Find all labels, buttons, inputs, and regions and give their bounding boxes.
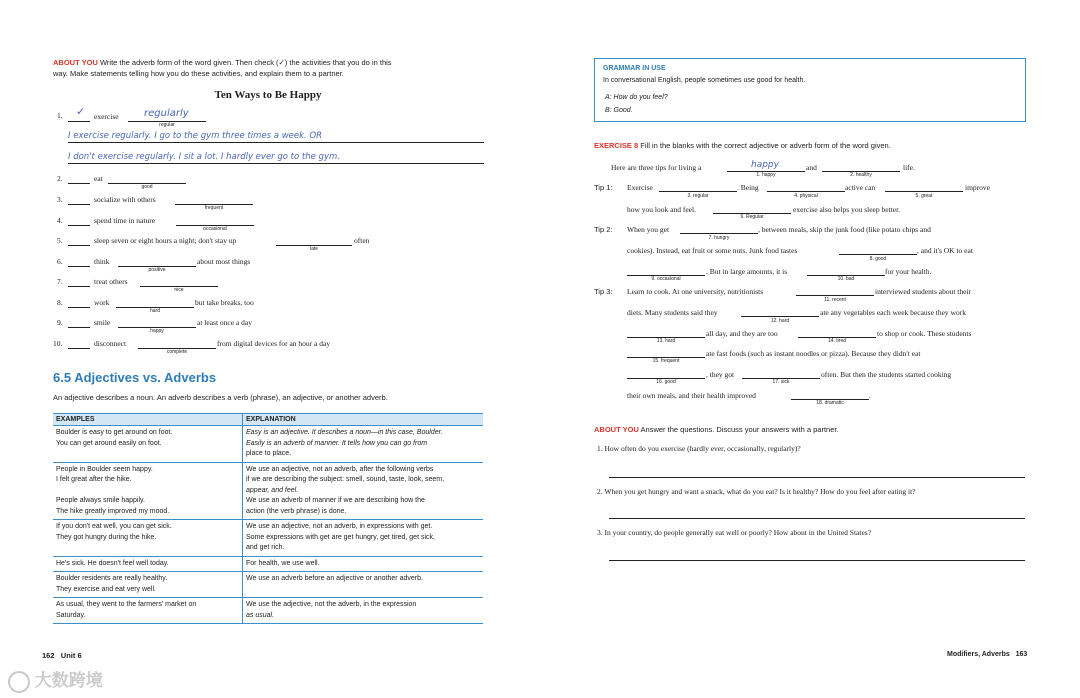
item-text: eat [94, 174, 103, 183]
tip-text: how you look and feel. [627, 205, 696, 214]
intro-text: and [806, 163, 817, 172]
word-given: 9. occasional [651, 276, 681, 282]
item-text: treat others [94, 277, 128, 286]
table-row: He's sick. He doesn't feel well today. For health, we use well. [53, 556, 483, 572]
tip-text: exercise also helps you sleep better. [793, 205, 901, 214]
word-given: hard [149, 308, 160, 314]
tip-text: . Being [737, 183, 759, 192]
tip-label: Tip 2: [594, 225, 613, 234]
word-given: positive [148, 267, 166, 273]
about-you-2-instructions [594, 425, 839, 434]
unit-label: Unit 6 [60, 651, 82, 660]
item-text-after: about most things [197, 257, 251, 266]
about-you-label: ABOUT YOU [594, 425, 639, 434]
question-1: 1. How often do you exercise (hardly ever, occasionally, regularly)? [597, 444, 801, 453]
answer-text[interactable]: happy [751, 160, 779, 170]
word-given: 8. good [869, 256, 887, 262]
tip-text: diets. Many students said they [627, 308, 718, 317]
item-text-after: from digital devices for an hour a day [217, 339, 331, 348]
page-number: 163 [1015, 651, 1028, 658]
item-number: 2. [57, 174, 63, 183]
answer-line[interactable] [609, 560, 1025, 561]
word-given: 11. recent [824, 297, 846, 303]
tip-text: . But in large amounts, it is [706, 267, 788, 276]
tip-text: cookies). Instead, eat fruit or some nuts. Junk food tastes [627, 246, 798, 255]
word-given: nice [174, 287, 184, 293]
tip-text: all day, and they are too [706, 329, 778, 338]
tip-label: Tip 3: [594, 287, 613, 296]
answer-line[interactable] [609, 518, 1025, 519]
answer-line[interactable] [609, 477, 1025, 478]
tip-text: Exercise [627, 183, 653, 192]
item-text: think [94, 257, 110, 266]
tip-text: their own meals, and their health improved [627, 391, 756, 400]
word-given: 3. regular [687, 193, 709, 199]
exercise-text: Fill in the blanks with the correct adjective or adverb form of the word given. [640, 141, 891, 150]
tip-text: for your health. [885, 267, 932, 276]
right-page-footer [947, 651, 1027, 658]
tip-text: ate any vegetables each week because they work [820, 308, 966, 317]
tip-text: , between meals, skip the junk food (like potato chips and [758, 225, 931, 234]
watermark-logo-icon [8, 671, 30, 693]
list-item [57, 111, 63, 120]
word-given: 5. great [915, 193, 933, 199]
handwritten-line-1[interactable]: I exercise regularly. I go to the gym three times a week. OR [68, 131, 323, 141]
left-page-footer [42, 651, 82, 660]
word-given: late [309, 246, 319, 252]
tip-text: ate fast foods (such as instant noodles or pizza). Because they didn't eat [706, 349, 921, 358]
table-header-examples: EXAMPLES [53, 414, 243, 426]
tip-text: improve [965, 183, 990, 192]
grammar-text: In conversational English, people sometimes use good for health. [603, 77, 806, 84]
word-given: 1. happy [756, 172, 776, 178]
table-row: Boulder is easy to get around on foot. You can get around easily on foot. Easy is an adjective. It describes a noun—in this case, Boulder. Easily is an adverb of manner. It tells how you can go from place to place. [53, 426, 483, 463]
grammar-title: GRAMMAR IN USE [603, 65, 666, 72]
page-number: 162 [42, 651, 55, 660]
word-given: 10. bad [837, 276, 855, 282]
word-given: 16. good [656, 379, 676, 385]
item-text-after: often [354, 236, 370, 245]
exercise-instructions [594, 141, 891, 150]
item-text: disconnect [94, 339, 127, 348]
word-given: 6. Regular [740, 214, 764, 220]
intro-text: Here are three tips for living a [611, 163, 702, 172]
tip-text: , and it's OK to eat [917, 246, 973, 255]
table-row: People in Boulder seem happy. I felt great after the hike. People always smile happily. The hike greatly improved my mood. We use an adjective, not an adverb, after the following verbs if we are describing the subject: smell, sound, taste, look, seem, appear, and feel. We use an adverb of manner if we are describing how the action (the verb phrase) is done. [53, 462, 483, 520]
word-given: happy [150, 328, 164, 334]
question-3: 3. In your country, do people generally eat well or poorly? How about in the United States? [597, 528, 872, 537]
exercise-label: EXERCISE 8 [594, 141, 639, 150]
item-text: smile [94, 318, 111, 327]
item-text: spend time in nature [94, 216, 156, 225]
tip-text: . [869, 391, 871, 400]
table-header-explanation: EXPLANATION [243, 414, 484, 426]
tip-text: to shop or cook. These students [877, 329, 972, 338]
item-number: 5. [57, 236, 63, 245]
item-number: 4. [57, 216, 63, 225]
grammar-table [53, 413, 483, 624]
word-given: frequent [204, 205, 224, 211]
item-text: work [94, 298, 110, 307]
tip-label: Tip 1: [594, 183, 613, 192]
grammar-example-a: A: How do you feel? [605, 94, 668, 101]
tip-text: interviewed students about their [875, 287, 972, 296]
about-you-instructions [53, 57, 493, 79]
about-you-text: Answer the questions. Discuss your answers with a partner. [640, 425, 839, 434]
word-given: 18. dramatic [816, 400, 844, 406]
section-title: 6.5 Adjectives vs. Adverbs [53, 370, 217, 385]
item-number: 7. [57, 277, 63, 286]
tip-text: When you get [627, 225, 670, 234]
list-heading: Ten Ways to Be Happy [214, 89, 322, 101]
tip-text: often. But then the students started cooking [821, 370, 952, 379]
item-text: socialize with others [94, 195, 156, 204]
word-given: good [141, 184, 153, 190]
table-row: As usual, they went to the farmers' market on Saturday. We use the adjective, not the adverb, in the expression as usual. [53, 598, 483, 624]
about-you-text-1: Write the adverb form of the word given. Then check (✓) the activities that you do in this [99, 58, 392, 67]
word-given: regular [159, 122, 175, 128]
word-given: 2. healthy [850, 172, 872, 178]
word-given: 13. hard [656, 338, 676, 344]
item-number: 6. [57, 257, 63, 266]
tip-text: Learn to cook. At one university, nutritionists [627, 287, 764, 296]
chapter-label: Modifiers, Adverbs [947, 651, 1010, 658]
item-text-after: at least once a day [197, 318, 252, 327]
item-text: sleep seven or eight hours a night; don't stay up [94, 236, 237, 245]
word-given: complete [166, 349, 188, 355]
item-number: 8. [57, 298, 63, 307]
word-given: occasional [203, 226, 227, 232]
word-given: 12. hard [770, 318, 790, 324]
intro-text: life. [903, 163, 915, 172]
item-number: 1. [57, 111, 63, 120]
about-you-label: ABOUT YOU [53, 58, 98, 67]
tip-text: , they got [706, 370, 735, 379]
word-given: 15. frequent [652, 358, 680, 364]
section-intro: An adjective describes a noun. An adverb describes a verb (phrase), an adjective, or another adverb. [53, 393, 388, 402]
question-2: 2. When you get hungry and want a snack, what do you eat? Is it healthy? How do you feel after eating it? [597, 487, 916, 496]
handwritten-line-2[interactable]: I don't exercise regularly. I sit a lot. I hardly ever go to the gym. [68, 152, 340, 162]
table-row: If you don't eat well, you can get sick. They got hungry during the hike. We use an adjective, not an adverb, in expressions with get. Some expressions with get are get hungry, get tired, get sick, and get rich. [53, 520, 483, 557]
about-you-text-2: way. Make statements telling how you do these activities, and explain them to a partner. [53, 69, 344, 78]
word-given: 17. sick [772, 379, 790, 385]
item-number: 9. [57, 318, 63, 327]
item-text: exercise [94, 112, 119, 121]
word-given: 4. physical [794, 193, 818, 199]
word-given: 7. hungry [708, 235, 730, 241]
check-mark[interactable]: ✓ [76, 105, 86, 118]
grammar-example-b: B: Good. [605, 107, 633, 114]
item-number: 3. [57, 195, 63, 204]
item-number: 10. [53, 339, 63, 348]
grammar-in-use-box [594, 58, 1026, 122]
item-text-after: but take breaks, too [195, 298, 254, 307]
word-given: 14. tired [827, 338, 847, 344]
answer-text[interactable]: regularly [144, 108, 189, 119]
tip-text: active can [845, 183, 876, 192]
watermark: 大数跨境 [8, 666, 103, 693]
table-row: Boulder residents are really healthy. They exercise and eat very well. We use an adverb before an adjective or another adverb. [53, 572, 483, 598]
